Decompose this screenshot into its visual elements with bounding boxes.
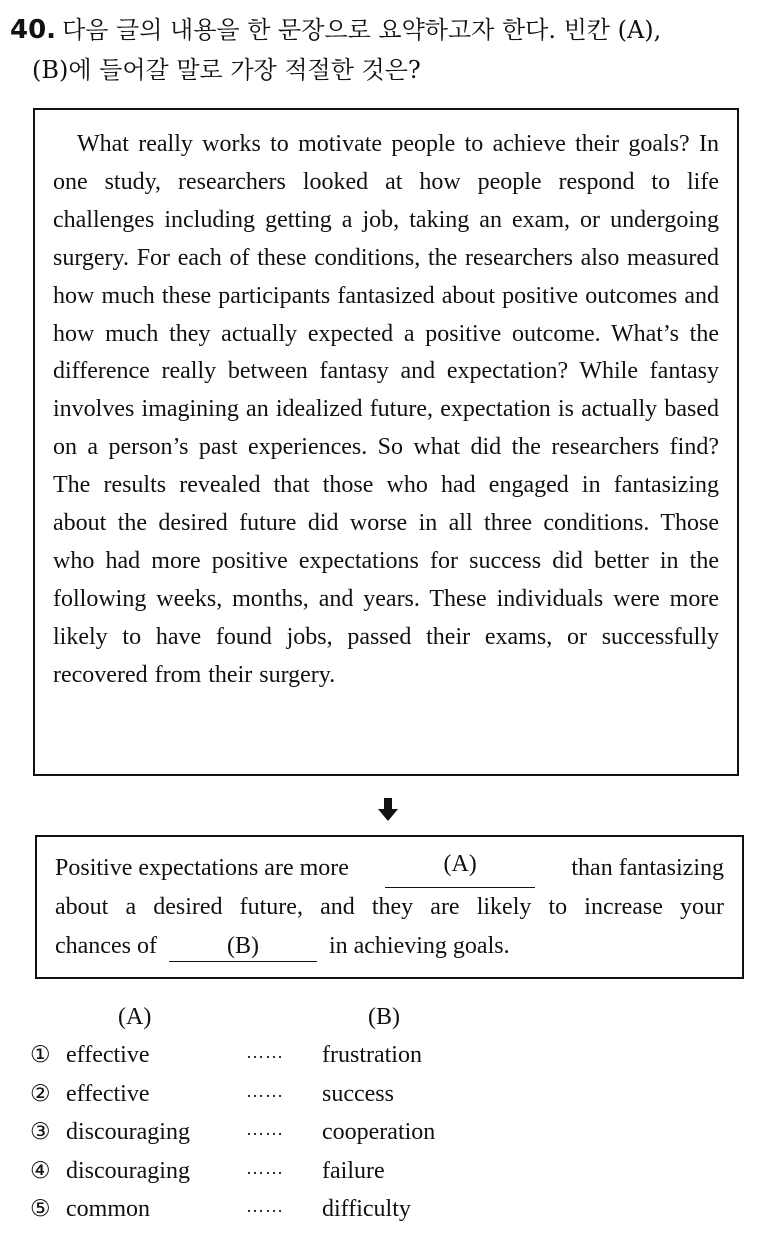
header-b: (B) [368,1004,400,1030]
summary-box [35,835,744,979]
choice-1[interactable] [30,1042,630,1081]
down-arrow-icon [376,796,400,824]
choice-a: discouraging [66,1119,190,1145]
choice-number: ① [30,1042,51,1068]
summary-line-3 [55,927,724,966]
summary-line-2: about a desired future, and they are likely to increase your [55,894,724,920]
choice-a: discouraging [66,1157,190,1184]
choice-4[interactable] [30,1158,630,1197]
choice-number: ② [30,1080,51,1107]
choice-number: ③ [30,1119,51,1145]
choice-a: effective [66,1042,150,1068]
choice-b: failure [322,1157,385,1184]
summary-text-1a: Positive expectations are more [55,855,349,881]
summary-text-1b: than fantasizing [571,855,724,881]
passage-text: What really works to motivate people to achieve their goals? In one study, researchers looked at how people respond to life challenges including getting a job, taking an exam, or undergoing surgery. For each of these conditions, the researchers also measured how much these participants fantasized about positive outcomes and how much they actually expected a positive outcome. What’s the difference really between fantasy and expectation? While fantasy involves imagining an idealized future, expectation is actually based on a person’s past experiences. So what did the researchers find? The results revealed that those who had engaged in fantasizing about the desired future did worse in all three conditions. Those who had more positive expectations for success did better in the following weeks, months, and years. These individuals were more likely to have found jobs, passed their exams, or successfully recovered from their surgery. [53,131,719,688]
question-text-1: 다음 글의 내용을 한 문장으로 요약하고자 한다. 빈칸 (A), [62,16,662,44]
choice-dots: …… [246,1157,284,1178]
blank-b: (B) [169,931,317,962]
answer-choices [30,1004,630,1235]
choice-b: difficulty [322,1196,411,1222]
choices-header [30,1004,630,1042]
choice-dots: …… [246,1042,284,1062]
choice-dots: …… [246,1119,284,1139]
choice-b: frustration [322,1042,422,1068]
blank-a: (A) [385,849,535,888]
question-line-2: (B)에 들어갈 말로 가장 적절한 것은? [32,56,421,84]
choice-b: success [322,1080,394,1107]
summary-text-3a: chances of [55,933,157,959]
question-number: 40. [10,15,57,45]
choice-5[interactable] [30,1196,630,1235]
choice-number: ④ [30,1157,51,1184]
choice-a: effective [66,1080,150,1107]
passage-box [33,108,739,776]
summary-text-3b: in achieving goals. [328,933,510,959]
choice-2[interactable] [30,1081,630,1120]
choice-dots: …… [246,1196,284,1216]
choice-3[interactable] [30,1119,630,1158]
question-line-1 [10,10,750,50]
summary-line-1 [55,849,724,888]
question-stem [10,10,750,90]
choice-a: common [66,1196,150,1222]
choice-number: ⑤ [30,1196,51,1222]
choice-dots: …… [246,1080,284,1101]
choice-b: cooperation [322,1119,436,1145]
header-a: (A) [118,1004,152,1030]
